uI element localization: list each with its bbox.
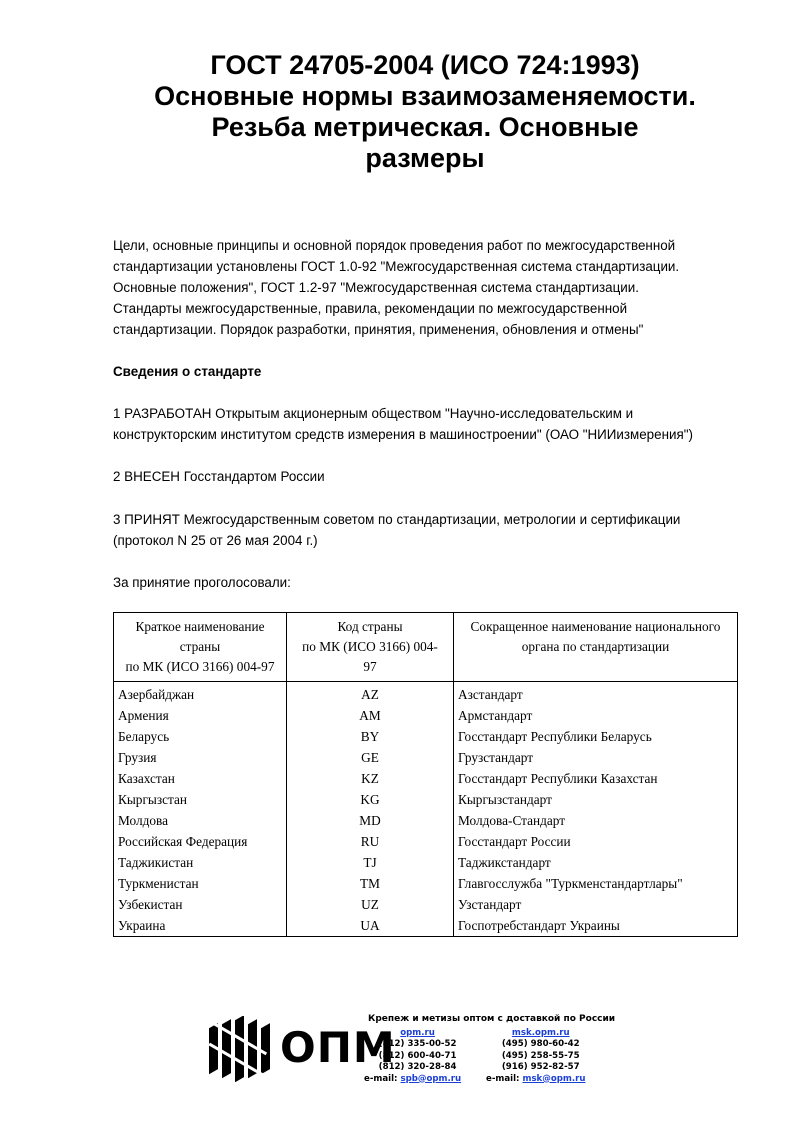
table-header-row [114,613,738,682]
phone: (812) 335-00-52 [378,1039,457,1050]
opm-logo-icon [205,1016,271,1082]
spb-site-link[interactable]: opm.ru [400,1028,435,1038]
code-cell: UA [287,915,454,937]
table-row [114,747,738,768]
country-cell: Беларусь [114,726,287,747]
intro-line: Основные положения", ГОСТ 1.2-97 "Межгосударственная система стандартизации. [113,280,639,295]
country-cell: Украина [114,915,287,937]
msk-email-link[interactable]: msk@opm.ru [522,1073,586,1084]
table-row [114,768,738,789]
email-label: e-mail: [486,1073,520,1084]
body-cell: Госстандарт Республики Казахстан [454,768,738,789]
intro-line: стандартизации установлены ГОСТ 1.0-92 "Межгосударственная система стандартизации. [113,259,680,274]
code-cell: KG [287,789,454,810]
country-cell: Российская Федерация [114,831,287,852]
body-cell: Таджикстандарт [454,852,738,873]
voting-table [113,612,738,937]
title-line: Основные нормы взаимозаменяемости. [154,81,696,111]
code-cell: GE [287,747,454,768]
table-row [114,915,738,937]
title-line: Резьба метрическая. Основные [211,112,639,142]
body-cell: Госстандарт Республики Беларусь [454,726,738,747]
header-line: 97 [363,659,377,674]
code-cell: AZ [287,682,454,706]
intro-paragraph [113,235,753,340]
country-cell: Казахстан [114,768,287,789]
item-line: 1 РАЗРАБОТАН Открытым акционерным обществом "Научно-исследовательским и [113,406,634,421]
phone: (916) 952-82-57 [501,1062,580,1073]
header-line: по МК (ИСО 3166) 004-97 [125,659,275,674]
title-line: размеры [365,143,485,173]
section-heading: Сведения о стандарте [113,364,262,379]
email-label: e-mail: [364,1073,398,1084]
phone: (495) 258-55-75 [501,1050,580,1061]
footer-msk-contacts [486,1028,586,1085]
item-adopted [113,509,753,551]
body-cell: Узстандарт [454,894,738,915]
item-line: (протокол N 25 от 26 мая 2004 г.) [113,533,318,548]
country-cell: Азербайджан [114,682,287,706]
body-cell: Молдова-Стандарт [454,810,738,831]
country-cell: Армения [114,705,287,726]
country-cell: Туркменистан [114,873,287,894]
country-cell: Грузия [114,747,287,768]
table-row [114,873,738,894]
header-body [454,613,738,682]
body-cell: Кыргызстандарт [454,789,738,810]
spb-email-link[interactable]: spb@opm.ru [400,1073,462,1084]
phone: (495) 980-60-42 [501,1039,580,1050]
country-cell: Узбекистан [114,894,287,915]
country-cell: Кыргызстан [114,789,287,810]
code-cell: KZ [287,768,454,789]
code-cell: UZ [287,894,454,915]
body-cell: Грузстандарт [454,747,738,768]
body-cell: Госстандарт России [454,831,738,852]
table-row [114,810,738,831]
code-cell: RU [287,831,454,852]
intro-line: Стандарты межгосударственные, правила, рекомендации по межгосударственной [113,301,628,316]
header-country [114,613,287,682]
body-cell: Азстандарт [454,682,738,706]
item-developed [113,403,753,445]
code-cell: BY [287,726,454,747]
intro-line: Цели, основные принципы и основной порядок проведения работ по межгосударственной [113,238,676,253]
title-line: ГОСТ 24705-2004 (ИСО 724:1993) [210,50,640,80]
body-cell: Госпотребстандарт Украины [454,915,738,937]
country-cell: Молдова [114,810,287,831]
country-cell: Таджикистан [114,852,287,873]
voted-label: За принятие проголосовали: [113,575,291,590]
table-row [114,682,738,706]
item-line: конструкторским институтом средств измерения в машиностроении" (ОАО "НИИизмерения") [113,427,693,442]
item-line: 3 ПРИНЯТ Межгосударственным советом по стандартизации, метрологии и сертификации [113,512,681,527]
phone: (812) 600-40-71 [378,1050,457,1061]
code-cell: MD [287,810,454,831]
footer-spb-contacts [364,1028,462,1085]
opm-logo-text: ОПМ [280,1023,396,1072]
table-row [114,726,738,747]
table-row [114,789,738,810]
table-row [114,831,738,852]
table-row [114,894,738,915]
footer-banner [0,1008,793,1118]
code-cell: AM [287,705,454,726]
header-line: Краткое наименование [135,619,265,634]
document-title [60,50,790,174]
body-cell: Армстандарт [454,705,738,726]
table-row [114,852,738,873]
footer-tagline: Крепеж и метизы оптом с доставкой по России [368,1014,616,1024]
table-row [114,705,738,726]
code-cell: TJ [287,852,454,873]
spb-email-row [364,1074,461,1085]
intro-line: стандартизации. Порядок разработки, принятия, применения, обновления и отмены" [113,322,644,337]
phone: (812) 320-28-84 [378,1062,457,1073]
header-code [287,613,454,682]
header-line: страны [179,639,221,654]
msk-site-link[interactable]: msk.opm.ru [511,1028,570,1038]
code-cell: TM [287,873,454,894]
header-line: по МК (ИСО 3166) 004- [302,639,438,654]
msk-email-row [486,1074,586,1085]
header-line: Код страны [337,619,403,634]
header-line: органа по стандартизации [521,639,670,654]
body-cell: Главгосслужба "Туркменстандартлары" [454,873,738,894]
item-introduced: 2 ВНЕСЕН Госстандартом России [113,469,325,484]
header-line: Сокращенное наименование национального [470,619,721,634]
